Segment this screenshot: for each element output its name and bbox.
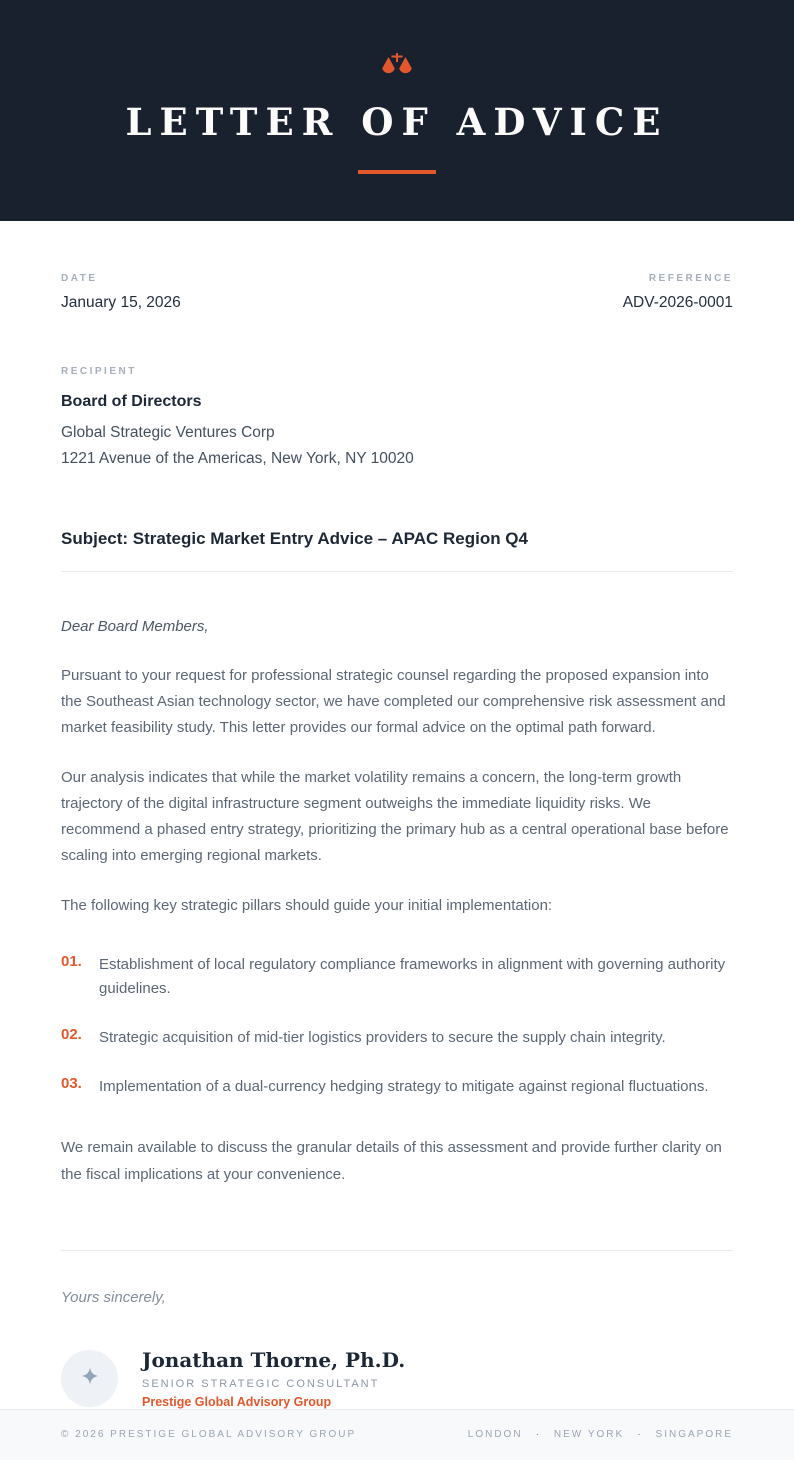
signatory-name: Jonathan Thorne, Ph.D. — [142, 1347, 406, 1372]
signature-block — [61, 1348, 733, 1409]
advice-item — [61, 1026, 733, 1050]
signature-divider — [61, 1250, 733, 1251]
signatory-details — [142, 1348, 405, 1409]
page-title: LETTER OF ADVICE — [125, 100, 669, 144]
office-locations — [468, 1429, 733, 1440]
letter-body — [0, 221, 794, 1409]
recipient-block — [61, 366, 733, 473]
scales-of-justice-icon — [380, 53, 414, 100]
reference-label: REFERENCE — [648, 273, 733, 284]
advice-item-number: 03. — [61, 1075, 82, 1093]
signoff: Yours sincerely, — [61, 1288, 166, 1306]
copyright-text: © 2026 PRESTIGE GLOBAL ADVISORY GROUP — [61, 1429, 357, 1441]
paragraph: The following key strategic pillars should guide your initial implementation: — [61, 897, 553, 915]
paragraph: Pursuant to your request for professional strategic counsel regarding the proposed expansion into the Southeast Asian technology sector, we have completed our comprehensive risk assessment and market feasibility study. This letter provides our formal advice on the optimal path forward. — [61, 666, 726, 736]
subject-line: Subject: Strategic Market Entry Advice – APAC Region Q4 — [61, 529, 733, 572]
meta-row — [61, 273, 733, 312]
office-city: SINGAPORE — [655, 1429, 733, 1441]
advice-list — [61, 953, 733, 1099]
date-field — [61, 273, 181, 312]
reference-field — [623, 273, 733, 312]
paragraph: Our analysis indicates that while the market volatility remains a concern, the long-term growth trajectory of the digital infrastructure segment outweighs the immediate liquidity risks. We recommend a phased entry strategy, prioritizing the primary hub as a central operational base before scaling into emerging regional markets. — [61, 768, 729, 865]
dot-separator: · — [535, 1429, 541, 1441]
advice-item-text: Establishment of local regulatory compliance frameworks in alignment with governing authority guidelines. — [99, 956, 726, 998]
recipient-label: RECIPIENT — [61, 366, 137, 377]
closing-paragraph: We remain available to discuss the granular details of this assessment and provide further clarity on the fiscal implications at your convenience. — [61, 1139, 722, 1183]
letter-footer — [0, 1409, 794, 1460]
date-label: DATE — [61, 273, 98, 284]
advice-item — [61, 953, 733, 1001]
date-value: January 15, 2026 — [61, 294, 181, 311]
advice-item-text: Implementation of a dual-currency hedging strategy to mitigate against regional fluctuations. — [99, 1078, 709, 1096]
sparkle-icon — [80, 1366, 100, 1391]
signatory-company: Prestige Global Advisory Group — [142, 1394, 332, 1409]
title-underline-rule — [358, 170, 436, 174]
salutation: Dear Board Members, — [61, 617, 209, 635]
recipient-name: Board of Directors — [61, 393, 202, 410]
recipient-company: Global Strategic Ventures Corp — [61, 424, 275, 441]
office-city: LONDON — [467, 1429, 523, 1441]
avatar — [61, 1350, 118, 1407]
recipient-address: 1221 Avenue of the Americas, New York, NY 10020 — [61, 450, 414, 468]
advice-item — [61, 1075, 733, 1099]
office-city: NEW YORK — [553, 1429, 625, 1441]
advice-item-number: 02. — [61, 1026, 82, 1044]
advice-item-number: 01. — [61, 953, 82, 971]
advice-item-text: Strategic acquisition of mid-tier logistics providers to secure the supply chain integrity. — [99, 1029, 666, 1047]
reference-value: ADV-2026-0001 — [622, 294, 733, 311]
dot-separator: · — [637, 1429, 643, 1441]
letter-header — [0, 0, 794, 221]
signatory-title: SENIOR STRATEGIC CONSULTANT — [142, 1377, 380, 1390]
